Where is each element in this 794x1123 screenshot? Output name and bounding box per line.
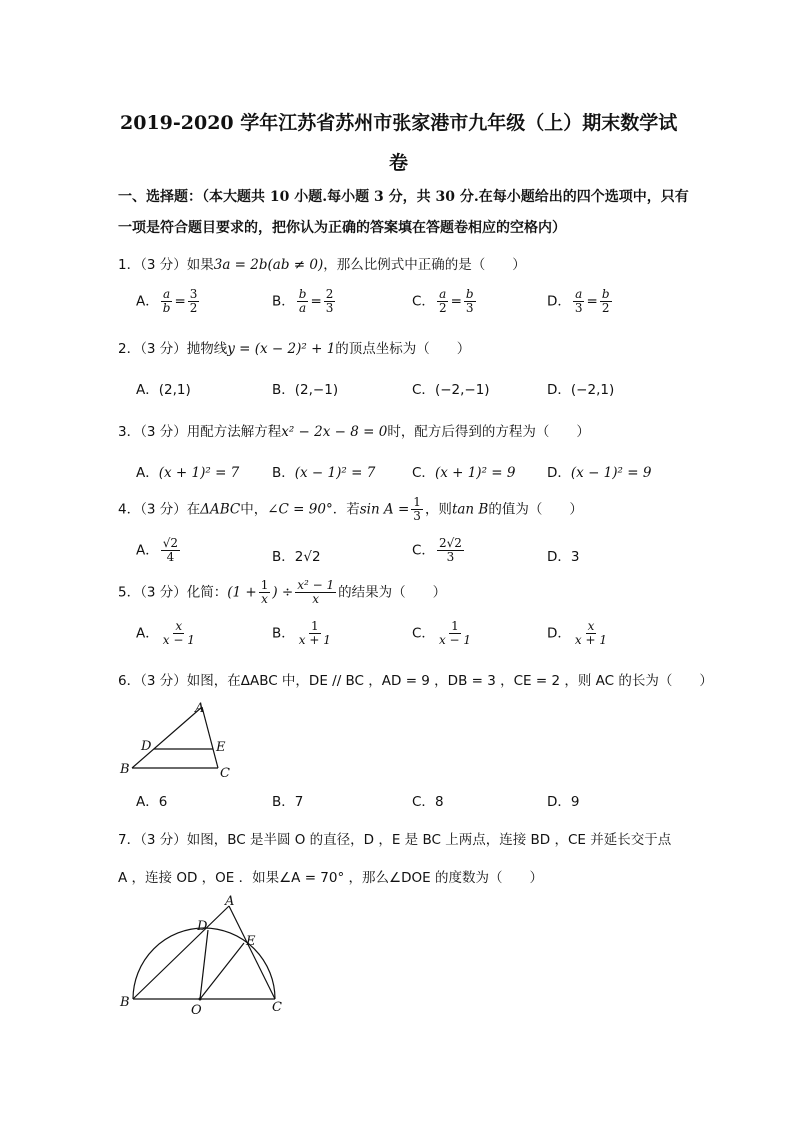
frac-den: x − 1 <box>162 633 195 647</box>
question-6-figure <box>110 695 240 785</box>
frac-den: x + 1 <box>298 633 331 647</box>
label-b: B <box>120 995 130 1010</box>
option-text: 8 <box>434 794 444 810</box>
eq: = <box>450 293 462 310</box>
side-ac <box>202 707 218 768</box>
frac-den: x − 1 <box>438 633 472 647</box>
option-label: D． <box>547 625 571 642</box>
frac-num: b <box>298 287 307 301</box>
frac-den: 3 <box>574 301 583 315</box>
option-label: A． <box>136 293 159 310</box>
q4-math1: ΔABC <box>200 501 241 518</box>
option-text: 3 <box>570 549 580 565</box>
option-text: 7 <box>294 794 304 810</box>
frac-den: x <box>312 592 320 606</box>
frac-den: 2 <box>438 301 447 315</box>
question-1-suffix: ，那么比例式中正确的是（ ） <box>323 257 526 273</box>
question-1-option-c <box>412 288 478 315</box>
question-5-option-d <box>547 620 611 647</box>
segment-od <box>200 930 208 999</box>
frac-den: 3 <box>325 301 334 315</box>
option-text: (2,−1) <box>294 382 339 398</box>
q4-mid1: 中， <box>240 501 268 518</box>
question-3-option-d <box>547 461 651 481</box>
frac-num: x <box>587 619 595 633</box>
question-1-prefix: 1．（3 分）如果 <box>118 257 214 273</box>
q4-math4: tan B <box>451 501 489 518</box>
option-text: (2,1) <box>158 382 191 398</box>
frac-den: 2 <box>189 301 198 315</box>
option-label: A． <box>136 794 159 810</box>
option-label: C． <box>412 542 435 559</box>
question-1-option-b <box>272 288 337 315</box>
option-label: B． <box>272 625 295 642</box>
question-3-suffix: 时，配方后得到的方程为（ ） <box>387 424 590 440</box>
q4-mid2: ．若 <box>332 501 360 518</box>
question-6-option-a <box>136 790 167 810</box>
question-3 <box>118 420 590 440</box>
frac-num: b <box>465 287 474 301</box>
question-7-figure <box>112 893 292 1018</box>
question-5-option-b <box>272 620 335 647</box>
frac-num: 1 <box>413 495 421 509</box>
q4-prefix: 4．（3 分）在 <box>118 501 201 518</box>
frac-num: 2√2 <box>438 536 462 550</box>
question-2-math: y = (x − 2)² + 1 <box>227 341 336 357</box>
label-c: C <box>272 1000 282 1015</box>
frac-den: x + 1 <box>574 633 607 647</box>
question-7-line2: A ，连接 OD ，OE ．如果∠A = 70° ，那么∠DOE 的度数为（ ） <box>118 870 543 886</box>
eq: = <box>310 293 322 310</box>
question-1-math: 3a = 2b(ab ≠ 0) <box>213 257 324 273</box>
q5-math-b: ) ÷ <box>272 584 294 601</box>
option-label: D． <box>547 293 571 310</box>
label-c: C <box>220 766 230 781</box>
frac-num: a <box>163 287 171 301</box>
section-heading-line1: 一、选择题：（本大题共 10 小题.每小题 3 分，共 30 分.在每小题给出的四个选项中，只有 <box>118 189 689 205</box>
question-7-line1: 7．（3 分）如图，BC 是半圆 O 的直径，D ，E 是 BC 上两点，连接 BD ，CE 并延长交于点 <box>118 832 672 848</box>
question-4-option-b <box>272 545 321 565</box>
q5-prefix: 5．（3 分）化简： <box>118 584 228 601</box>
option-label: C． <box>412 625 435 642</box>
frac-num: 1 <box>310 619 319 633</box>
question-2-prefix: 2．（3 分）抛物线 <box>118 341 228 357</box>
question-2-option-b <box>272 378 338 398</box>
option-label: C． <box>412 465 435 481</box>
question-1-option-d <box>547 288 614 315</box>
frac-den: x <box>261 592 268 606</box>
frac-den: 3 <box>413 509 421 523</box>
page-title-line2: 卷 <box>389 152 409 174</box>
section-heading-line2: 一项是符合题目要求的，把你认为正确的答案填在答题卷相应的空格内） <box>118 220 566 236</box>
option-label: B． <box>272 382 295 398</box>
q4-math3: sin A = <box>359 501 410 518</box>
question-2-suffix: 的顶点坐标为（ ） <box>335 341 471 357</box>
option-text: (x + 1)² = 7 <box>158 465 240 481</box>
frac-num: a <box>439 287 447 301</box>
question-4-option-a <box>136 537 182 564</box>
eq: = <box>586 293 598 310</box>
option-text: 6 <box>158 794 168 810</box>
line-ba <box>133 906 229 999</box>
frac-num: x² − 1 <box>297 578 335 592</box>
question-6-option-b <box>272 790 303 810</box>
label-e: E <box>246 934 256 949</box>
option-label: D． <box>547 549 571 565</box>
frac-num: b <box>601 287 610 301</box>
question-3-option-c <box>412 461 515 481</box>
frac-num: 1 <box>260 578 269 592</box>
label-d: D <box>197 919 208 934</box>
question-2-option-d <box>547 378 614 398</box>
q5-math-a: (1 + <box>227 584 257 601</box>
label-b: B <box>120 762 130 777</box>
option-label: C． <box>412 382 435 398</box>
question-5-option-a <box>136 620 199 647</box>
frac-den: 4 <box>166 550 175 564</box>
question-6: 6．（3 分）如图，在ΔABC 中，DE // BC ，AD = 9 ，DB = 3 ，CE = 2 ，则 AC 的长为（ ） <box>118 673 713 689</box>
q4-suffix: 的值为（ ） <box>488 501 583 518</box>
question-3-option-a <box>136 461 239 481</box>
frac-den: a <box>299 301 307 315</box>
label-e: E <box>216 740 226 755</box>
question-5 <box>118 579 446 606</box>
frac-den: 2 <box>601 301 610 315</box>
frac-den: b <box>162 301 171 315</box>
option-label: B． <box>272 293 295 310</box>
frac-num: x <box>175 619 183 633</box>
option-text: (x − 1)² = 9 <box>570 465 652 481</box>
question-2-option-a <box>136 378 191 398</box>
option-text: 2√2 <box>294 549 321 565</box>
frac-num: 3 <box>189 287 198 301</box>
question-4 <box>118 496 583 523</box>
question-3-prefix: 3．（3 分）用配方法解方程 <box>118 424 282 440</box>
option-label: C． <box>412 794 435 810</box>
side-ab <box>132 707 202 768</box>
q4-math2: ∠C = 90° <box>267 501 333 518</box>
page-title-line1: 2019-2020 学年江苏省苏州市张家港市九年级（上）期末数学试 <box>120 112 678 134</box>
option-label: B． <box>272 465 295 481</box>
question-6-option-c <box>412 790 444 810</box>
segment-oe <box>200 943 244 999</box>
option-text: (x − 1)² = 7 <box>294 465 376 481</box>
question-2 <box>118 337 470 357</box>
label-d: D <box>141 739 152 754</box>
option-text: (−2,−1) <box>434 382 490 398</box>
option-label: B． <box>272 794 295 810</box>
frac-den: 3 <box>446 550 455 564</box>
label-a: A <box>195 701 205 716</box>
option-label: A． <box>136 465 159 481</box>
option-label: A． <box>136 382 159 398</box>
option-label: D． <box>547 382 571 398</box>
question-4-option-c <box>412 537 466 564</box>
question-6-option-d <box>547 790 580 810</box>
frac-num: a <box>575 287 583 301</box>
option-label: B． <box>272 549 295 565</box>
option-text: 9 <box>570 794 580 810</box>
label-o: O <box>191 1003 202 1018</box>
option-text: (x + 1)² = 9 <box>434 465 516 481</box>
question-5-option-c <box>412 620 475 647</box>
option-text: (−2,1) <box>570 382 615 398</box>
frac-num: 2 <box>325 287 334 301</box>
option-label: A． <box>136 625 159 642</box>
question-3-math: x² − 2x − 8 = 0 <box>281 424 388 440</box>
q4-mid3: ，则 <box>424 501 452 518</box>
option-label: A． <box>136 542 159 559</box>
eq: = <box>174 293 186 310</box>
option-label: C． <box>412 293 435 310</box>
question-2-option-c <box>412 378 490 398</box>
frac-num: √2 <box>162 536 179 550</box>
center-o <box>199 998 202 1001</box>
question-3-option-b <box>272 461 375 481</box>
frac-den: 3 <box>465 301 474 315</box>
question-4-option-d <box>547 545 580 565</box>
q5-suffix: 的结果为（ ） <box>338 584 447 601</box>
option-label: D． <box>547 794 571 810</box>
question-1 <box>118 253 526 273</box>
frac-num: 1 <box>451 619 459 633</box>
option-label: D． <box>547 465 571 481</box>
label-a: A <box>225 894 235 909</box>
question-1-option-a <box>136 288 201 315</box>
